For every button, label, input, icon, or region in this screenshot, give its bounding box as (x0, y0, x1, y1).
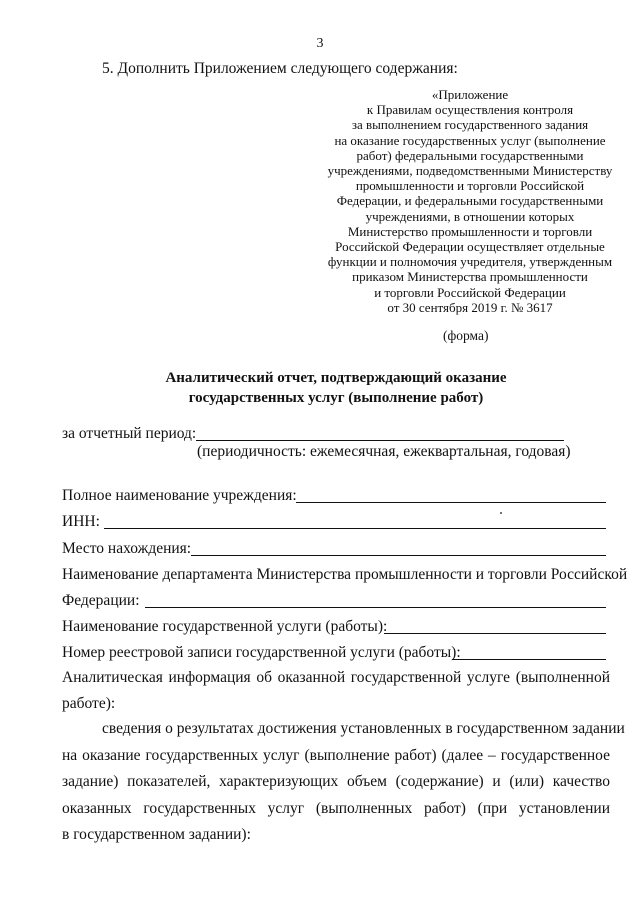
paragraph-line: задание) показателей, характеризующих объем (содержание) и (или) качество (62, 773, 610, 790)
appendix-line: промышленности и торговли Российской (355, 178, 585, 194)
registry-label: Номер реестровой записи государственной услуги (работы): (62, 644, 461, 661)
registry-field[interactable] (452, 659, 606, 660)
page-number: 3 (316, 36, 324, 51)
title-line: Аналитический отчет, подтверждающий оказание (165, 370, 507, 386)
appendix-block (300, 87, 640, 315)
department-label: Наименование департамента Министерства промышленности и торговли Российской (62, 566, 628, 583)
title-line: государственных услуг (выполнение работ) (188, 390, 484, 406)
full-name-label: Полное наименование учреждения: (62, 487, 297, 504)
document-title (0, 368, 640, 408)
appendix-line: приказом Министерства промышленности (352, 269, 588, 285)
full-name-field[interactable] (296, 502, 606, 503)
appendix-line: от 30 сентября 2019 г. № 3617 (387, 299, 553, 315)
paragraph-line: оказанных государственных услуг (выполненных работ) (при установлении (62, 799, 610, 817)
appendix-line: на оказание государственных услуг (выполнение (334, 132, 606, 148)
appendix-line: функции и полномочия учредителя, утвержденным (327, 254, 613, 270)
inn-field[interactable] (104, 528, 606, 529)
paragraph-line: на оказание государственных услуг (выполнение работ) (далее – государственное (62, 746, 610, 764)
analytic-label-line2: работе): (62, 695, 116, 712)
appendix-line: «Приложение (431, 87, 509, 102)
service-name-label: Наименование государственной услуги (работы): (62, 618, 388, 635)
period-hint: (периодичность: ежемесячная, ежеквартальная, годовая) (197, 443, 571, 460)
paragraph-line: в государственном задании): (62, 826, 251, 843)
location-field[interactable] (191, 555, 606, 556)
period-field[interactable] (196, 440, 564, 441)
intro-text: 5. Дополнить Приложением следующего содержания: (102, 60, 458, 77)
results-paragraph (62, 716, 625, 849)
appendix-line: Российской Федерации осуществляет отдельные (335, 239, 605, 255)
appendix-line: и торговли Российской Федерации (374, 284, 566, 300)
department-field[interactable] (145, 607, 606, 608)
appendix-line: Федерации, и федеральными государственными (336, 193, 604, 209)
appendix-line: к Правилам осуществления контроля (366, 102, 574, 118)
analytic-label-line1: Аналитическая информация об оказанной государственной услуге (выполненной (62, 669, 610, 686)
appendix-line: Министерство промышленности и торговли (347, 223, 593, 239)
paragraph-line: сведения о результатах достижения установленных в государственном задании (102, 720, 625, 737)
federation-label: Федерации: (62, 592, 140, 609)
location-label: Место нахождения: (62, 540, 192, 557)
appendix-line: работ) федеральными государственными (356, 147, 584, 163)
period-label: за отчетный период: (62, 425, 197, 442)
scan-speck (500, 512, 502, 514)
appendix-line: учреждениями, в отношении которых (365, 208, 575, 224)
inn-label: ИНН: (62, 513, 100, 530)
service-name-field[interactable] (384, 633, 606, 634)
appendix-line: за выполнением государственного задания (351, 117, 589, 133)
appendix-line: учреждениями, подведомственными Министерству (327, 163, 613, 179)
form-label: (форма) (443, 328, 489, 343)
